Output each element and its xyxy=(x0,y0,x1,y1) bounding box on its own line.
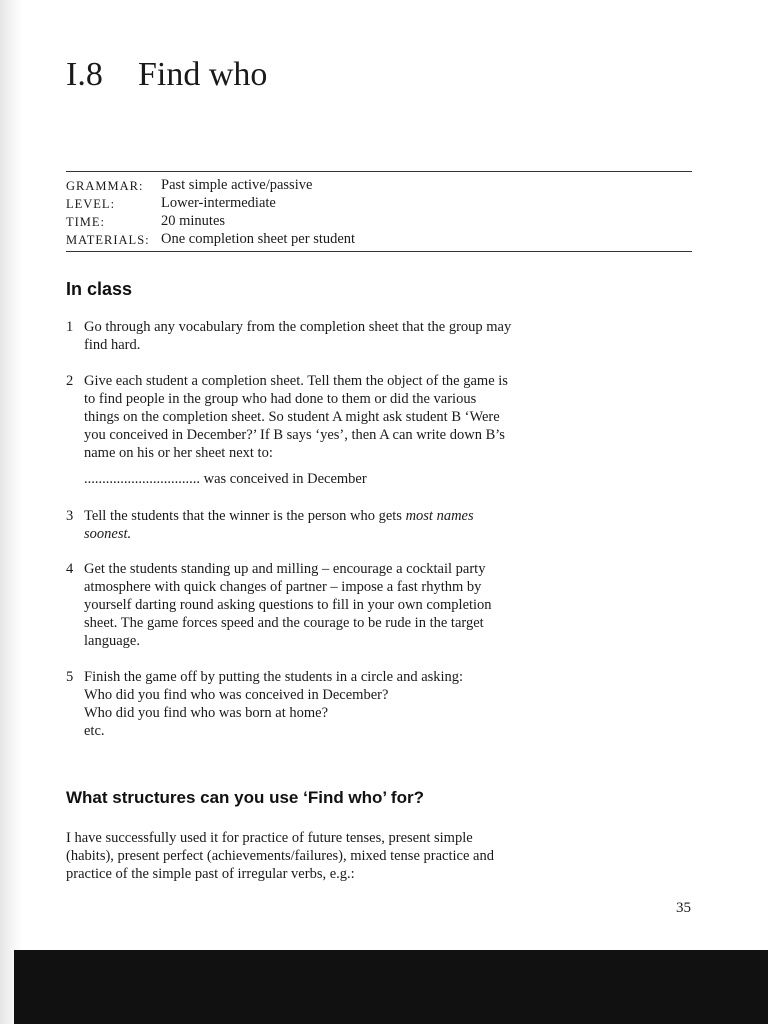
meta-key-level: LEVEL: xyxy=(66,197,116,211)
step-line: Tell the students that the winner is the person who gets xyxy=(84,508,406,524)
step-line: Who did you find who was born at home? xyxy=(84,705,329,721)
emphasis-text: most names xyxy=(405,508,474,524)
step-line: Who did you find who was conceived in December? xyxy=(84,687,389,703)
meta-key-materials: MATERIALS: xyxy=(66,233,150,247)
step-line: Give each student a completion sheet. Tell them the object of the game is xyxy=(84,373,508,389)
step-line: language. xyxy=(84,633,140,649)
structures-paragraph xyxy=(66,829,606,883)
step-number: 4 xyxy=(66,561,74,577)
step-number: 1 xyxy=(66,319,74,335)
page-edge-shadow xyxy=(0,0,22,1024)
chapter-title: Find who xyxy=(138,56,268,93)
meta-value-level: Lower-intermediate xyxy=(161,195,276,211)
step-line: Get the students standing up and milling – encourage a cocktail party xyxy=(84,561,486,577)
step-line: Go through any vocabulary from the completion sheet that the group may xyxy=(84,319,512,335)
step-text xyxy=(84,507,604,543)
step-text xyxy=(84,318,604,354)
step-line: etc. xyxy=(84,723,105,739)
step-line: things on the completion sheet. So student A might ask student B ‘Were xyxy=(84,409,500,425)
paragraph-line: (habits), present perfect (achievements/failures), mixed tense practice and xyxy=(66,848,494,864)
step-text xyxy=(84,668,604,740)
step-text xyxy=(84,560,604,650)
step-number: 5 xyxy=(66,669,74,685)
step-line: name on his or her sheet next to: xyxy=(84,445,273,461)
example-sentence: ................................ was conceived in December xyxy=(84,471,367,487)
page-number: 35 xyxy=(676,900,691,916)
step-number: 3 xyxy=(66,508,74,524)
meta-value-materials: One completion sheet per student xyxy=(161,231,356,247)
meta-value-time: 20 minutes xyxy=(161,213,226,229)
emphasis-text: soonest. xyxy=(84,526,132,542)
meta-top-rule xyxy=(66,171,692,172)
structures-heading: What structures can you use ‘Find who’ for? xyxy=(66,788,424,807)
paragraph-line: practice of the simple past of irregular verbs, e.g.: xyxy=(66,866,355,882)
meta-value-grammar: Past simple active/passive xyxy=(161,177,313,193)
step-line: atmosphere with quick changes of partner – impose a fast rhythm by xyxy=(84,579,482,595)
step-line: find hard. xyxy=(84,337,141,353)
step-text xyxy=(84,372,604,462)
scan-shadow-band xyxy=(14,950,768,1024)
in-class-heading: In class xyxy=(66,279,133,299)
step-line: sheet. The game forces speed and the courage to be rude in the target xyxy=(84,615,484,631)
meta-key-time: TIME: xyxy=(66,215,106,229)
step-number: 2 xyxy=(66,373,74,389)
step-line: you conceived in December?’ If B says ‘yes’, then A can write down B’s xyxy=(84,427,505,443)
step-line: to find people in the group who had done to them or did the various xyxy=(84,391,477,407)
step-line: Finish the game off by putting the students in a circle and asking: xyxy=(84,669,464,685)
chapter-number: I.8 xyxy=(66,56,103,93)
meta-bottom-rule xyxy=(66,251,692,252)
step-line: yourself darting round asking questions to fill in your own completion xyxy=(84,597,492,613)
meta-key-grammar: GRAMMAR: xyxy=(66,179,144,193)
paragraph-line: I have successfully used it for practice of future tenses, present simple xyxy=(66,830,473,846)
